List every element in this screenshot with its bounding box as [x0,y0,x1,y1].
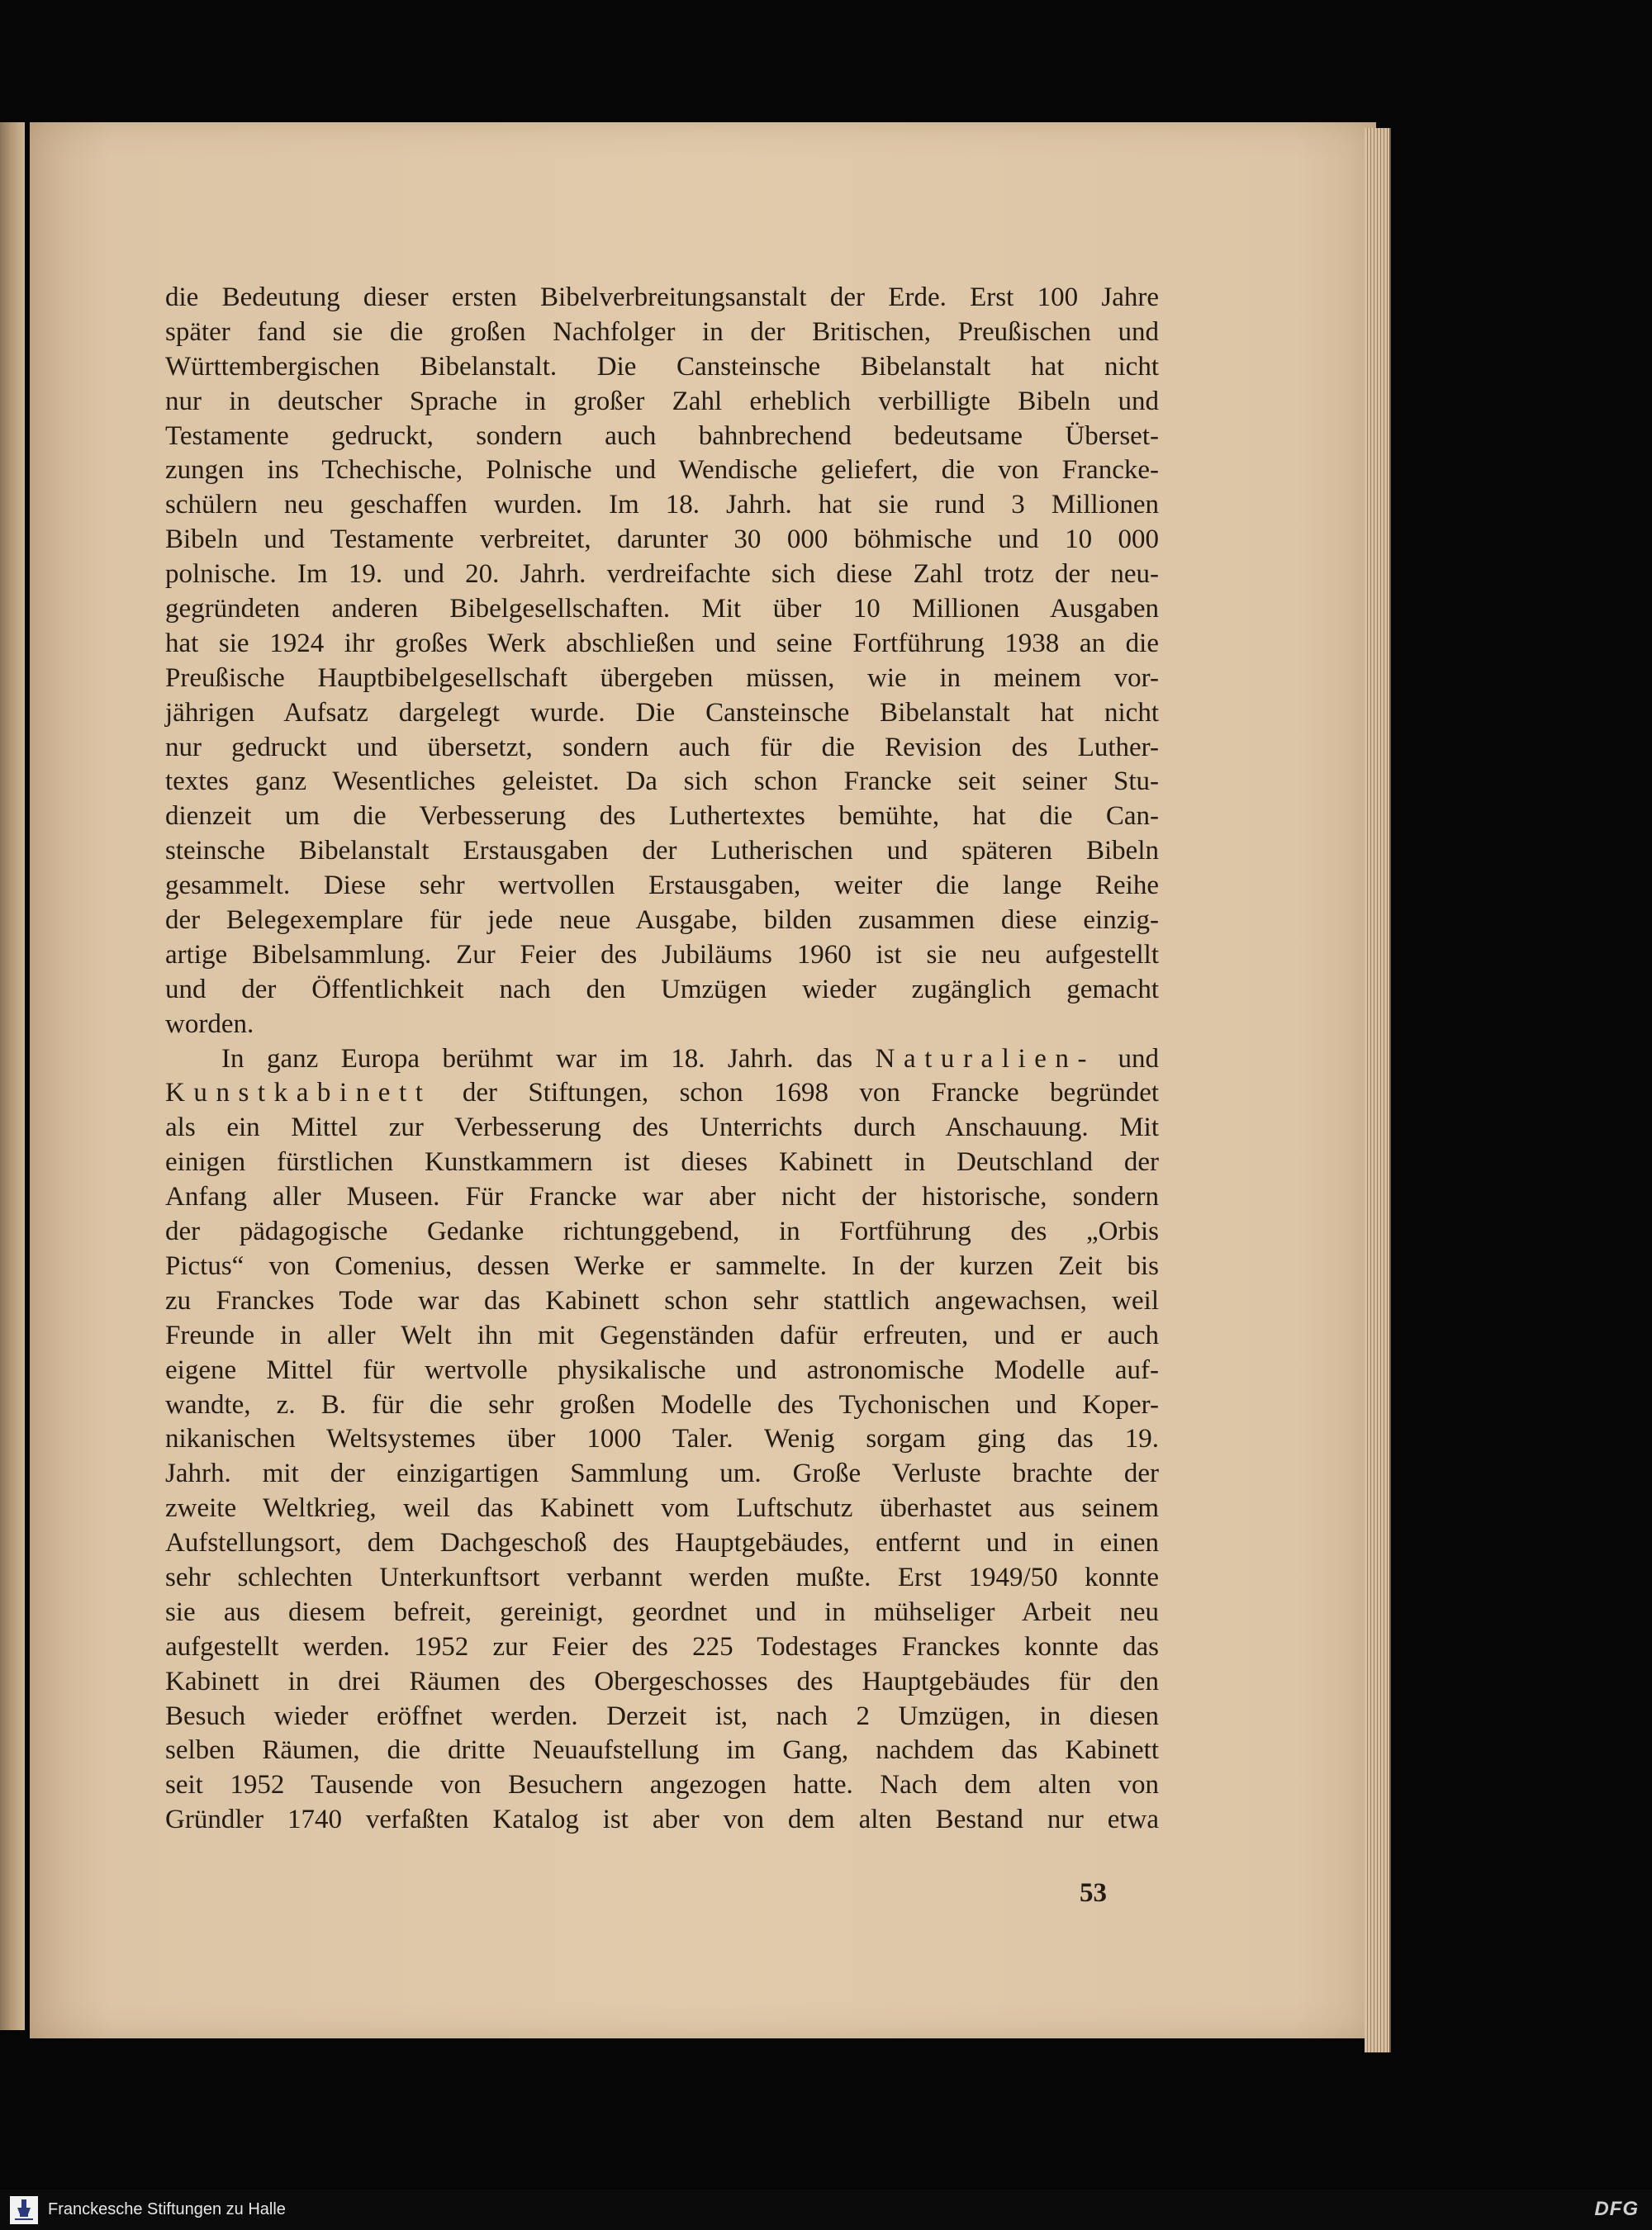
viewer-footer-bar [0,2190,1652,2230]
text-fragment: der Stiftungen, schon 1698 von Francke begründet [462,1078,1160,1108]
text-line: und der Öffentlichkeit nach den Umzügen wieder zugänglich gemacht [165,974,1159,1004]
text-line: als ein Mittel zur Verbesserung des Unterrichts durch Anschauung. Mit [165,1113,1159,1143]
text-line: zu Franckes Tode war das Kabinett schon sehr stattlich angewachsen, weil [165,1285,1159,1316]
text-line: jährigen Aufsatz dargelegt wurde. Die Cansteinsche Bibelanstalt hat nicht [165,697,1159,728]
paragraph-first-line [165,1042,1159,1077]
text-line: nur in deutscher Sprache in großer Zahl erheblich verbilligte Bibeln und [165,386,1159,416]
franckesche-stiftungen-logo-icon[interactable] [10,2196,38,2224]
institution-name[interactable]: Franckesche Stiftungen zu Halle [48,2200,286,2218]
text-line: Kabinett in drei Räumen des Obergeschosses des Hauptgebäudes für den [165,1666,1159,1696]
text-line: artige Bibelsammlung. Zur Feier des Jubiläums 1960 ist sie neu aufgestellt [165,939,1159,970]
text-line: zweite Weltkrieg, weil das Kabinett vom Luftschutz überhastet aus seinem [165,1493,1159,1524]
text-line: seit 1952 Tausende von Besuchern angezogen hatte. Nach dem alten von [165,1770,1159,1801]
page-stack-edges [1365,128,1391,2052]
text-line: textes ganz Wesentliches geleistet. Da sich schon Francke seit seiner Stu- [165,766,1159,797]
text-line: Württembergischen Bibelanstalt. Die Cansteinsche Bibelanstalt hat nicht [165,351,1159,382]
text-line: einigen fürstlichen Kunstkammern ist dieses Kabinett in Deutschland der [165,1147,1159,1178]
text-line: nikanischen Weltsystemes über 1000 Taler. Wenig sorgam ging das 19. [165,1424,1159,1454]
text-fragment: In ganz Europa berühmt war im 18. Jahrh. das [221,1043,853,1074]
text-line: steinsche Bibelanstalt Erstausgaben der Lutherischen und späteren Bibeln [165,836,1159,866]
text-line: Besuch wieder eröffnet werden. Derzeit ist, nach 2 Umzügen, in diesen [165,1701,1159,1731]
text-line: der pädagogische Gedanke richtunggebend, in Fortführung des „Orbis [165,1217,1159,1247]
text-line: Anfang aller Museen. Für Francke war aber nicht der historische, sondern [165,1182,1159,1212]
text-line: selben Räumen, die dritte Neuaufstellung im Gang, nachdem das Kabinett [165,1735,1159,1766]
page-number: 53 [1080,1878,1107,1908]
spaced-term: Naturalien- [875,1043,1096,1074]
text-line: der Belegexemplare für jede neue Ausgabe, bilden zusammen diese einzig- [165,905,1159,936]
text-line: später fand sie die großen Nachfolger in der Britischen, Preußischen und [165,316,1159,347]
text-line: Gründler 1740 verfaßten Katalog ist aber von dem alten Bestand nur etwa [165,1805,1159,1835]
text-line: gesammelt. Diese sehr wertvollen Erstausgaben, weiter die lange Reihe [165,871,1159,901]
text-line: nur gedruckt und übersetzt, sondern auch für die Revision des Luther- [165,732,1159,762]
text-fragment: und [1118,1043,1160,1074]
text-line: schülern neu geschaffen wurden. Im 18. Jahrh. hat sie rund 3 Millionen [165,490,1159,520]
text-line: hat sie 1924 ihr großes Werk abschließen und seine Fortführung 1938 an die [165,628,1159,658]
text-line: Testamente gedruckt, sondern auch bahnbrechend bedeutsame Überset- [165,420,1159,451]
text-line: die Bedeutung dieser ersten Bibelverbreitungsanstalt der Erde. Erst 100 Jahre [165,282,1159,312]
text-line: zungen ins Tchechische, Polnische und Wendische geliefert, die von Francke- [165,455,1159,486]
text-line: Freunde in aller Welt ihn mit Gegenständen dafür erfreuten, und er auch [165,1320,1159,1350]
text-line: dienzeit um die Verbesserung des Luthertextes bemühte, hat die Can- [165,801,1159,832]
spaced-term: Kunstkabinett [165,1078,432,1108]
text-line: Jahrh. mit der einzigartigen Sammlung um. Große Verluste brachte der [165,1459,1159,1489]
text-line: sehr schlechten Unterkunftsort verbannt werden mußte. Erst 1949/50 konnte [165,1562,1159,1592]
text-line: aufgestellt werden. 1952 zur Feier des 225 Todestages Franckes konnte das [165,1631,1159,1662]
text-line: sie aus diesem befreit, gereinigt, geordnet und in mühseliger Arbeit neu [165,1597,1159,1627]
body-text [165,281,1159,1838]
text-line: worden. [165,1008,254,1039]
text-line: wandte, z. B. für die sehr großen Modelle des Tychonischen und Koper- [165,1389,1159,1420]
text-line: Pictus“ von Comenius, dessen Werke er sammelte. In der kurzen Zeit bis [165,1250,1159,1281]
previous-page-edge [0,122,25,2030]
text-line [165,1076,1159,1111]
text-line: Aufstellungsort, dem Dachgeschoß des Hauptgebäudes, entfernt und in einen [165,1528,1159,1559]
text-line: gegründeten anderen Bibelgesellschaften. Mit über 10 Millionen Ausgaben [165,594,1159,624]
text-line: eigene Mittel für wertvolle physikalische und astronomische Modelle auf- [165,1355,1159,1385]
dfg-logo[interactable]: DFG [1594,2198,1639,2220]
text-line: polnische. Im 19. und 20. Jahrh. verdreifachte sich diese Zahl trotz der neu- [165,559,1159,590]
text-line: Preußische Hauptbibelgesellschaft übergeben müssen, wie in meinem vor- [165,662,1159,693]
text-line: Bibeln und Testamente verbreitet, darunter 30 000 böhmische und 10 000 [165,524,1159,555]
